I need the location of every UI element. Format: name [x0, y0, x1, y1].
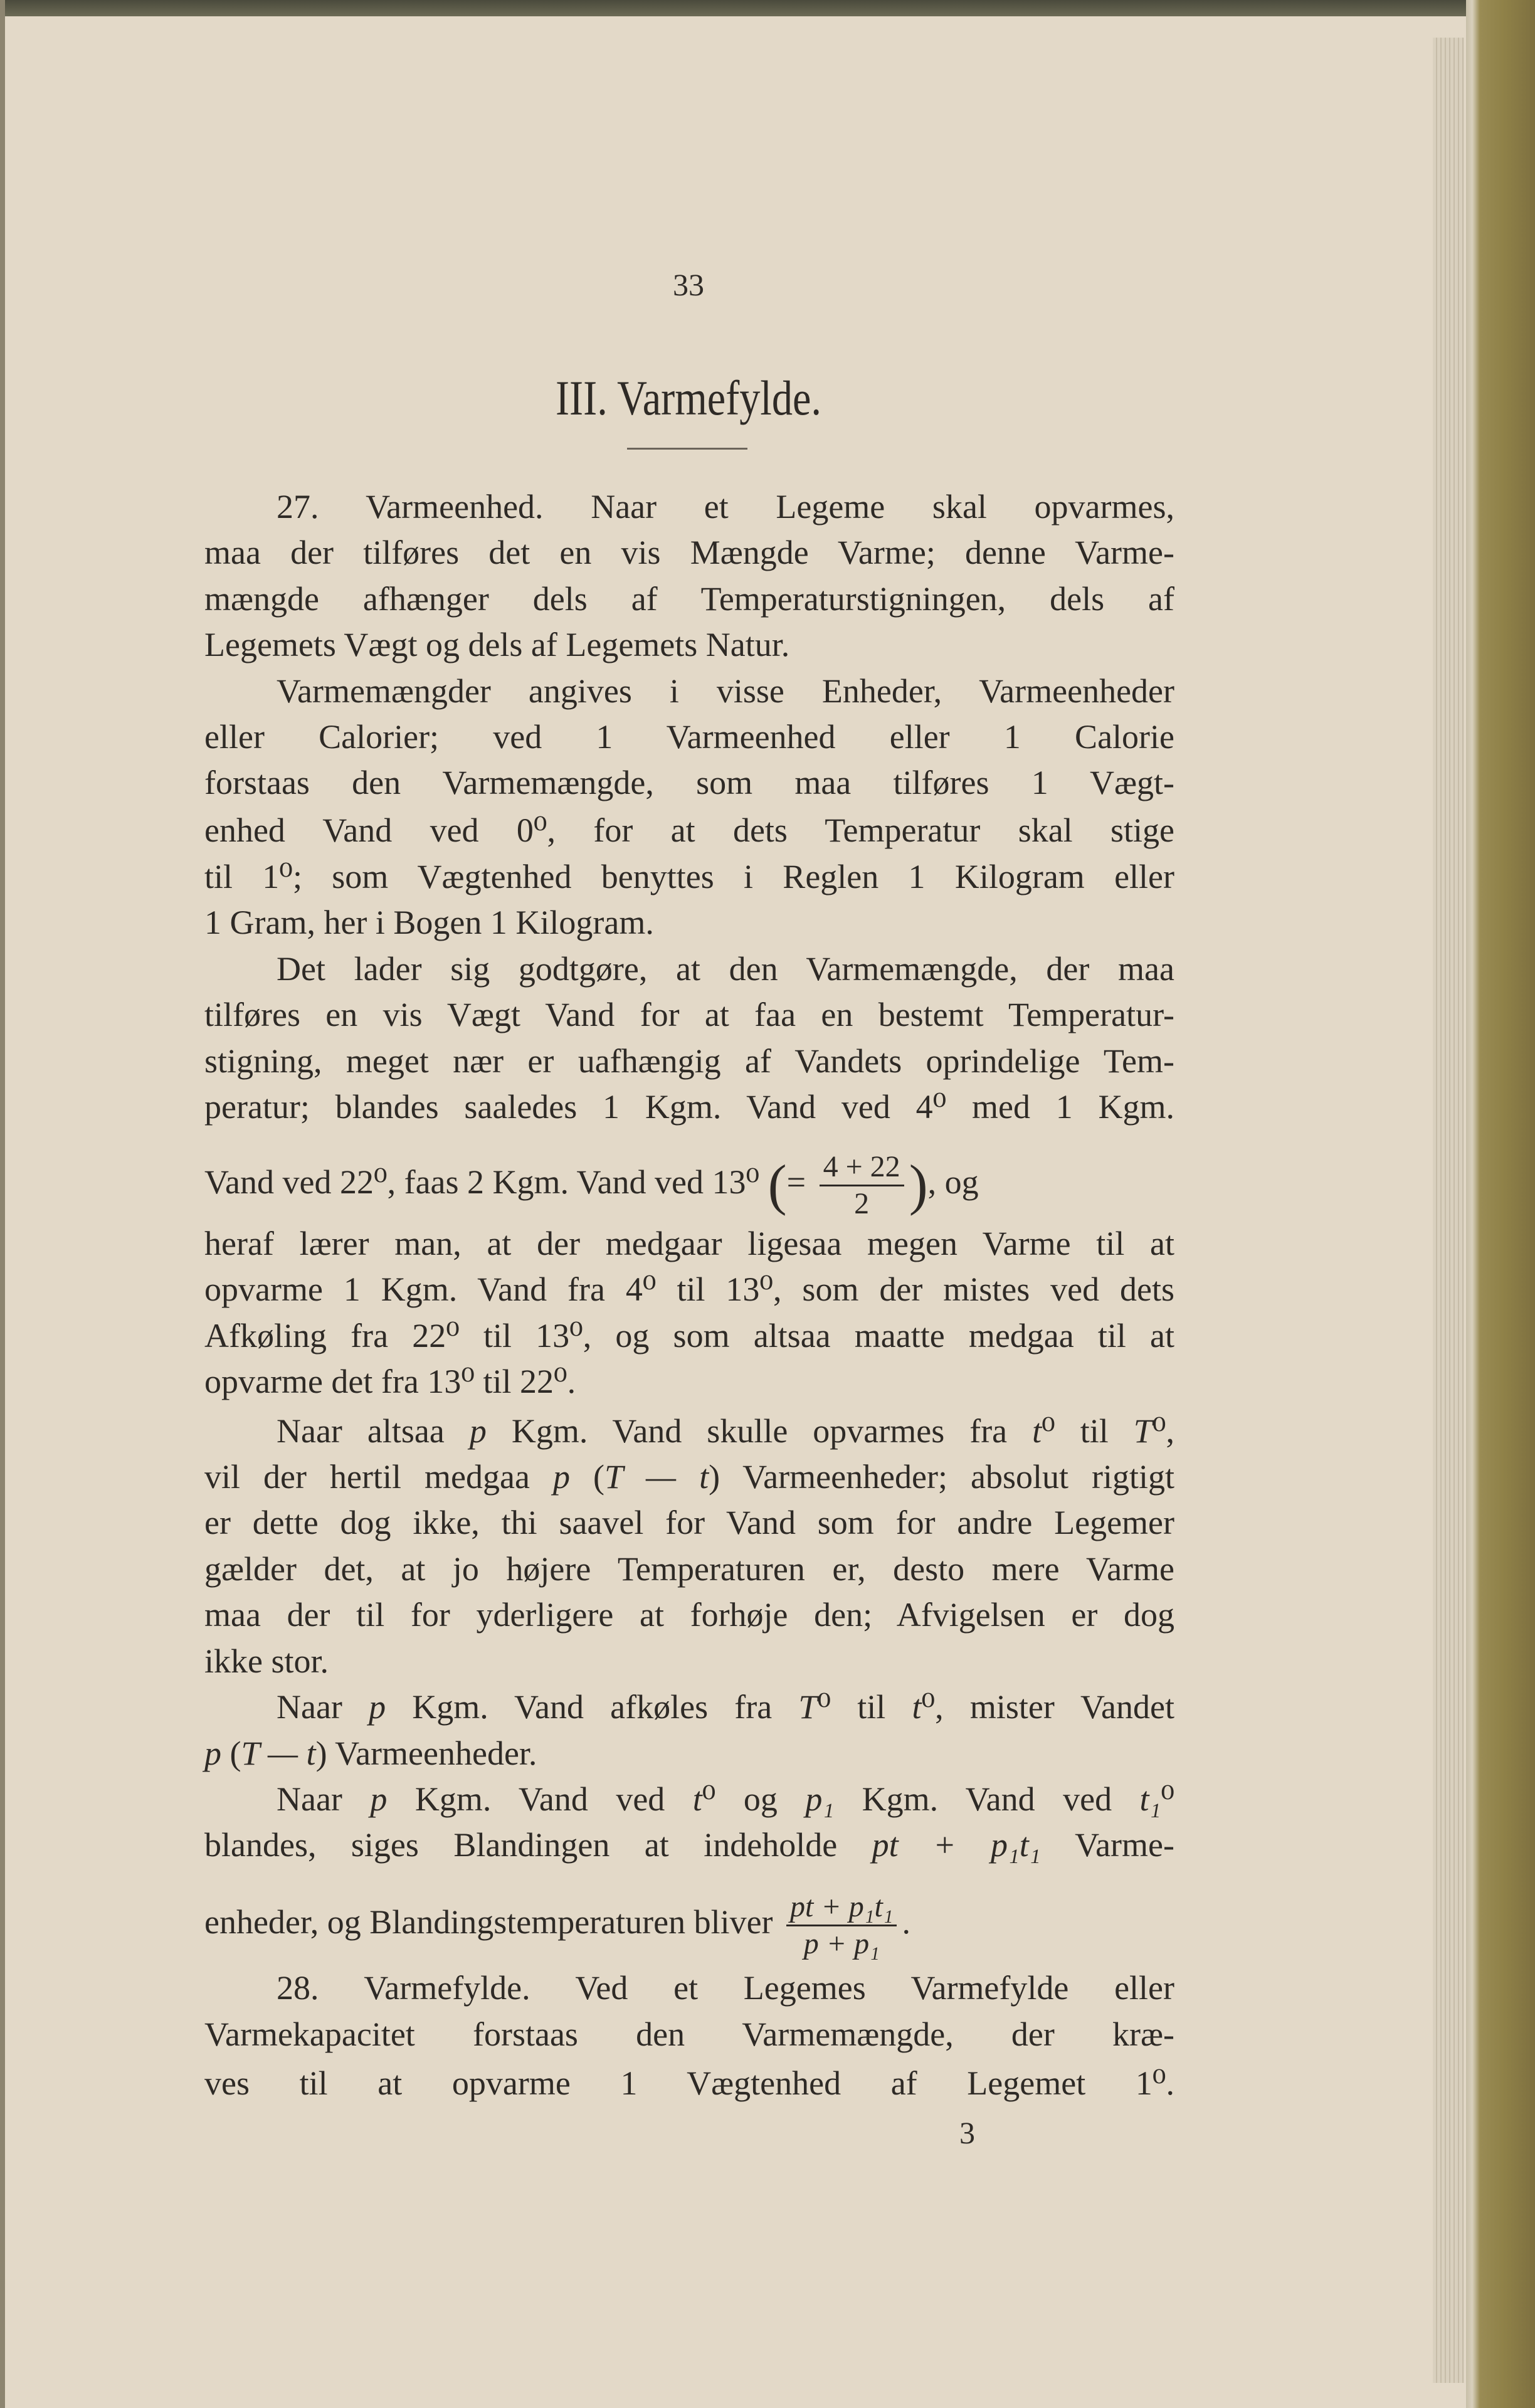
text-line	[204, 1223, 1174, 1264]
text-segment: maa der tilføres det en vis Mængde Varme; denne Varme-	[204, 534, 1174, 571]
text-segment: Varme-	[1040, 1826, 1174, 1864]
text-segment: gælder det, at jo højere Temperaturen er, desto mere Varme	[204, 1550, 1174, 1588]
text-segment: Varmemængder angives i visse Enheder, Varmeenheder	[277, 672, 1174, 710]
text-line	[277, 487, 1174, 527]
text-line	[277, 1687, 1174, 1727]
text-line	[204, 2063, 1174, 2103]
text-segment: Kgm. Vand ved	[387, 1780, 693, 1818]
text-line	[277, 1779, 1174, 1819]
text-segment: er dette dog ikke, thi saavel for Vand som for andre Legemer	[204, 1504, 1174, 1541]
text-line	[204, 1825, 1174, 1865]
text-segment: Naar	[277, 1688, 369, 1726]
text-segment: 27. Varmeenhed. Naar et Legeme skal opvarmes,	[277, 488, 1174, 525]
text-line	[204, 763, 1174, 803]
text-line	[204, 1316, 1174, 1356]
math-symbol: pt + p₁t₁	[872, 1826, 1041, 1864]
text-segment: vil der hertil medgaa	[204, 1458, 553, 1496]
math-symbol: T	[1133, 1412, 1153, 1450]
formula-text-after: .	[902, 1903, 910, 1941]
text-segment: 28. Varmefylde. Ved et Legemes Varmefylde eller	[277, 1969, 1174, 2007]
formula-text-after: , og	[927, 1163, 979, 1201]
page-left-edge	[0, 0, 5, 2408]
text-segment: heraf lærer man, at der medgaar ligesaa megen Varme til at	[204, 1225, 1174, 1262]
text-segment: Kgm. Vand ved	[834, 1780, 1140, 1818]
text-line	[204, 1502, 1174, 1543]
text-segment: forstaas den Varmemængde, som maa tilføres 1 Vægt-	[204, 764, 1174, 801]
chapter-title: III. Varmefylde.	[555, 371, 822, 425]
text-segment: 1 Gram, her i Bogen 1 Kilogram.	[204, 904, 654, 941]
text-line	[204, 995, 1174, 1035]
text-segment: (	[569, 1458, 604, 1496]
text-line	[204, 1641, 1174, 1681]
text-line	[204, 625, 1174, 665]
text-segment: ⁰,	[1152, 1412, 1174, 1450]
text-line	[204, 579, 1174, 619]
equals-sign: =	[786, 1163, 806, 1201]
text-segment: Naar altsaa	[277, 1412, 470, 1450]
text-line	[277, 1411, 1174, 1451]
text-segment: tilføres en vis Vægt Vand for at faa en bestemt Temperatur-	[204, 996, 1174, 1033]
text-segment: stigning, meget nær er uafhængig af Vandets oprindelige Tem-	[204, 1042, 1174, 1080]
math-symbol: p₁	[805, 1780, 835, 1818]
text-segment: til 1⁰; som Vægtenhed benyttes i Reglen 1 Kilogram eller	[204, 858, 1174, 895]
page-number: 33	[673, 267, 704, 302]
math-symbol: T	[798, 1688, 818, 1726]
text-line	[204, 857, 1174, 897]
text-line	[204, 902, 1174, 943]
text-line	[204, 1595, 1174, 1635]
fraction	[786, 1889, 897, 1962]
math-symbol: T — t	[241, 1735, 316, 1772]
text-segment: ⁰	[1161, 1780, 1174, 1818]
text-line	[204, 1733, 1174, 1773]
fraction-denominator: 2	[854, 1187, 870, 1220]
text-line	[204, 717, 1174, 757]
math-symbol: p	[552, 1458, 570, 1496]
text-segment: (	[221, 1735, 241, 1772]
text-segment: eller Calorier; ved 1 Varmeenhed eller 1 Calorie	[204, 718, 1174, 756]
math-symbol: t₁	[1139, 1780, 1161, 1818]
text-segment: opvarme 1 Kgm. Vand fra 4⁰ til 13⁰, som der mistes ved dets	[204, 1270, 1174, 1308]
text-line	[204, 1361, 1174, 1402]
text-line	[277, 949, 1174, 989]
fraction-denominator: p + p₁	[803, 1927, 880, 1960]
formula-line-mixing	[204, 1149, 1174, 1222]
text-segment: mængde afhænger dels af Temperaturstigningen, dels af	[204, 580, 1174, 618]
text-segment: ⁰ og	[702, 1780, 806, 1818]
math-symbol: t	[1032, 1412, 1042, 1450]
math-symbol: p	[469, 1412, 487, 1450]
text-segment: Det lader sig godtgøre, at den Varmemængde, der maa	[277, 950, 1174, 988]
text-segment: Legemets Vægt og dels af Legemets Natur.	[204, 626, 790, 663]
math-symbol: p	[370, 1780, 388, 1818]
text-line	[277, 671, 1174, 711]
formula-text-before: enheder, og Blandingstemperaturen bliver	[204, 1903, 773, 1941]
fraction-numerator: 4 + 22	[820, 1149, 904, 1186]
math-symbol: T — t	[604, 1458, 709, 1496]
text-line	[204, 2014, 1174, 2054]
paren-open: (	[768, 1154, 787, 1217]
text-segment: maa der til for yderligere at forhøje den; Afvigelsen er dog	[204, 1596, 1174, 1634]
fraction-numerator: pt + p₁t₁	[786, 1889, 897, 1926]
text-segment: Naar	[277, 1780, 371, 1818]
text-segment: ⁰, mister Vandet	[921, 1688, 1174, 1726]
text-segment: opvarme det fra 13⁰ til 22⁰.	[204, 1363, 576, 1400]
paren-close: )	[909, 1154, 928, 1217]
signature-mark: 3	[959, 2115, 975, 2150]
text-segment: ) Varmeenheder.	[315, 1735, 537, 1772]
text-line	[277, 1968, 1174, 2008]
text-segment: blandes, siges Blandingen at indeholde	[204, 1826, 872, 1864]
title-divider	[627, 448, 747, 450]
text-line	[204, 1041, 1174, 1081]
text-line	[204, 1457, 1174, 1497]
formula-text-before: Vand ved 22⁰, faas 2 Kgm. Vand ved 13⁰	[204, 1163, 760, 1201]
math-symbol: t	[692, 1780, 702, 1818]
fraction	[820, 1149, 904, 1222]
text-segment: peratur; blandes saaledes 1 Kgm. Vand ved 4⁰ med 1 Kgm.	[204, 1088, 1174, 1126]
formula-line-mixture-temperature	[204, 1889, 1174, 1962]
text-segment: ⁰ til	[1042, 1412, 1134, 1450]
page-leaves	[1433, 38, 1464, 2383]
text-line	[204, 1087, 1174, 1127]
text-line	[204, 810, 1174, 850]
text-segment: Kgm. Vand skulle opvarmes fra	[486, 1412, 1033, 1450]
text-segment: Afkøling fra 22⁰ til 13⁰, og som altsaa maatte medgaa til at	[204, 1317, 1174, 1354]
text-segment: ) Varmeenheder; absolut rigtigt	[709, 1458, 1175, 1496]
math-symbol: t	[912, 1688, 922, 1726]
text-segment: Kgm. Vand afkøles fra	[386, 1688, 799, 1726]
text-line	[204, 1269, 1174, 1309]
text-segment: ⁰ til	[817, 1688, 912, 1726]
text-line	[204, 1549, 1174, 1589]
text-segment: Varmekapacitet forstaas den Varmemængde, der kræ-	[204, 2015, 1174, 2053]
book-top-edge	[0, 0, 1535, 16]
math-symbol: p	[204, 1735, 221, 1772]
math-symbol: p	[369, 1688, 386, 1726]
text-line	[204, 532, 1174, 573]
text-segment: ikke stor.	[204, 1642, 329, 1680]
text-segment: ves til at opvarme 1 Vægtenhed af Legemet 1⁰.	[204, 2064, 1174, 2102]
text-segment: enhed Vand ved 0⁰, for at dets Temperatur skal stige	[204, 811, 1174, 849]
book-cover-edge	[1466, 0, 1535, 2408]
